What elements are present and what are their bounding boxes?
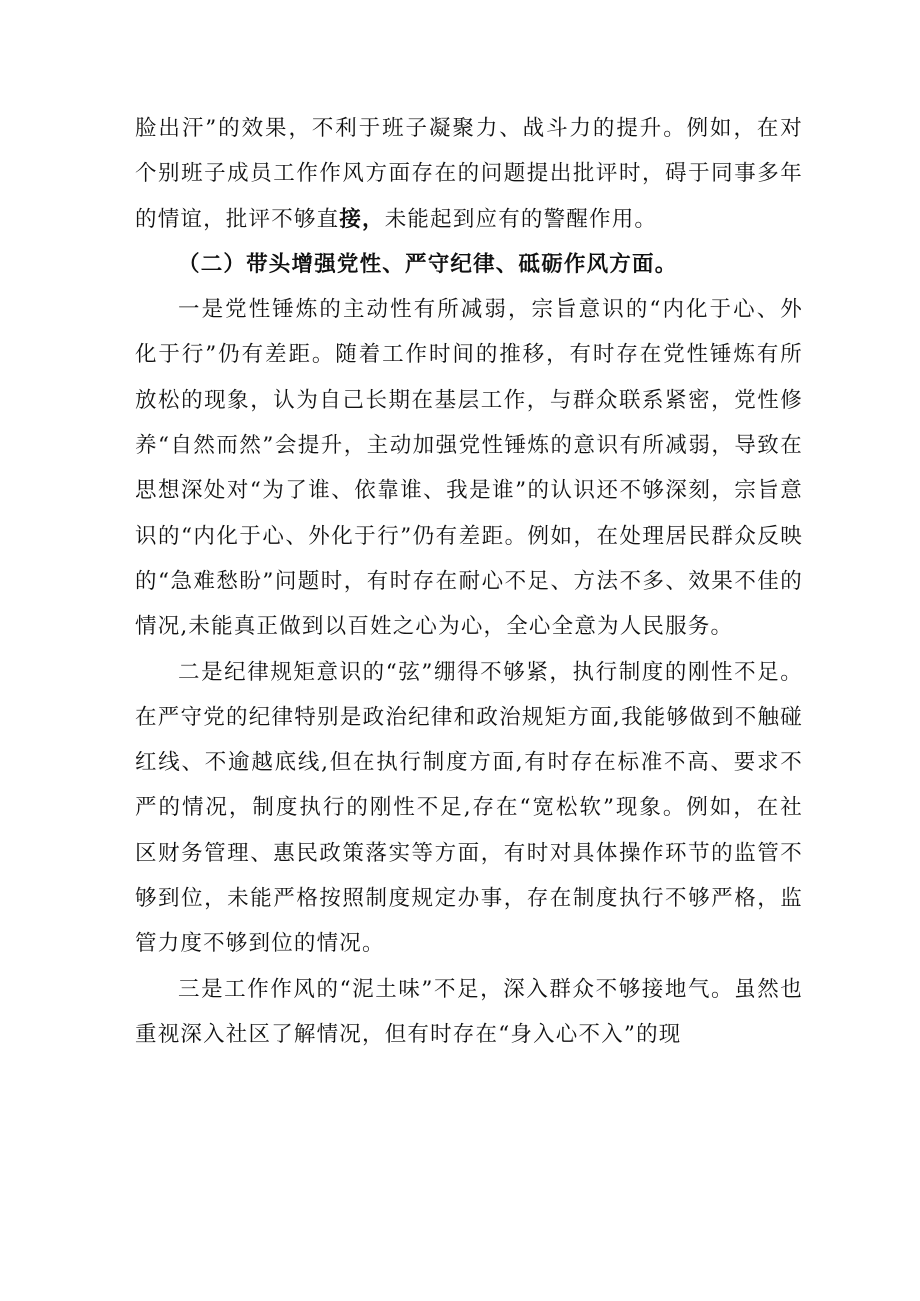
section-heading-2: （二）带头增强党性、严守纪律、砥砺作风方面。 (178, 251, 678, 277)
paragraph-point-1: 一是党性锤炼的主动性有所减弱，宗旨意识的“内化于心、外化于行”仍有差距。随着工作时间的推移，有时存在党性锤炼有所放松的现象，认为自己长期在基层工作，与群众联系紧密，党性修养“自然而然”会提升，主动加强党性锤炼的意识有所减弱，导致在思想深处对“为了谁、依靠谁、我是谁”的认识还不够深刻，宗旨意识的“内化于心、外化于行”仍有差距。例如，在处理居民群众反映的“急难愁盼”问题时，有时存在耐心不足、方法不多、效果不佳的情况,未能真正做到以百姓之心为心，全心全意为人民服务。 (135, 297, 803, 640)
paragraph-continued-text-before: 脸出汗”的效果，不利于班子凝聚力、战斗力的提升。例如，在对个别班子成员工作作风方面存在的问题提出批评时，碍于同事多年的情谊，批评不够直 (135, 116, 803, 232)
paragraph-point-3: 三是工作作风的“泥土味”不足，深入群众不够接地气。虽然也重视深入社区了解情况，但有时存在“身入心不入”的现 (135, 976, 803, 1047)
paragraph-continued (135, 106, 803, 242)
paragraph-point-2: 二是纪律规矩意识的“弦”绷得不够紧，执行制度的刚性不足。在严守党的纪律特别是政治纪律和政治规矩方面,我能够做到不触碰红线、不逾越底线,但在执行制度方面,有时存在标准不高、要求不严的情况，制度执行的刚性不足,存在“宽松软”现象。例如，在社区财务管理、惠民政策落实等方面，有时对具体操作环节的监管不够到位，未能严格按照制度规定办事，存在制度执行不够严格，监管力度不够到位的情况。 (135, 659, 803, 957)
paragraph-continued-bold-text: 接， (339, 206, 385, 232)
document-body (135, 106, 803, 1057)
paragraph-continued-text-after: 未能起到应有的警醒作用。 (384, 206, 658, 232)
